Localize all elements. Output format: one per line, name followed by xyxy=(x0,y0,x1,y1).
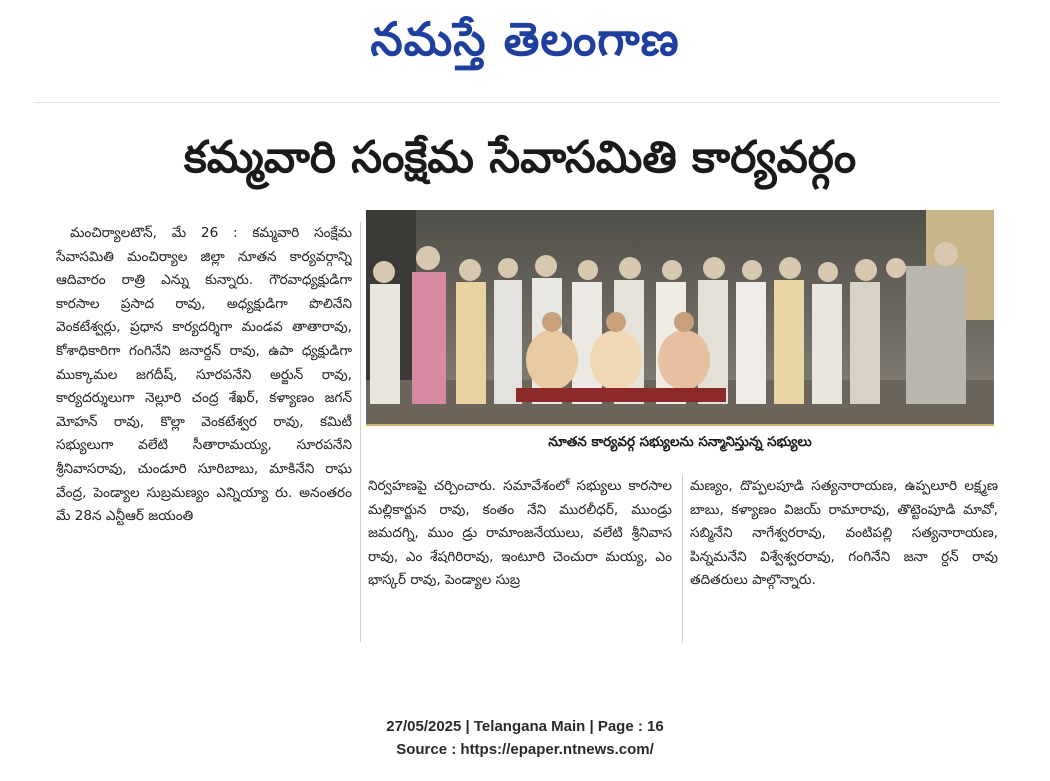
footer-source-line: Source : https://epaper.ntnews.com/ xyxy=(396,741,654,758)
article-column-2 xyxy=(368,475,672,645)
article-column-3 xyxy=(690,475,998,645)
article-column-1 xyxy=(56,222,352,642)
column-divider xyxy=(682,475,683,643)
photo-caption: నూతన కార్యవర్గ సభ్యులను సన్మానిస్తున్న సభ్యులు xyxy=(548,434,812,450)
group-photo xyxy=(366,210,994,424)
column-divider xyxy=(360,222,361,642)
article-text-column-2: నిర్వహణపై చర్చించారు. సమావేశంలో సభ్యులు కారసాల మల్లికార్జున రావు, కంతం నేని మురలీధర్, ముండ్రు జమదగ్ని, ముం డ్రు రామాంజనేయులు, వలేటి శ్రీనివాస రావు, ఎం శేషగిరిరావు, ఇంటూరి చెంచురా మయ్య, ఎం భాస్కర్ రావు, పెండ్యాల సుబ్ర xyxy=(368,478,672,589)
masthead-title: నమస్తే తెలంగాణ xyxy=(370,12,680,66)
masthead-divider xyxy=(34,102,1000,103)
caption-divider xyxy=(366,424,994,426)
article-headline: కమ్మవారి సంక్షేమ సేవాసమితి కార్యవర్గం xyxy=(183,132,857,183)
article-text-column-1: మంచిర్యాలటౌన్, మే 26 : కమ్మవారి సంక్షేమ సేవాసమితి మంచిర్యాల జిల్లా నూతన కార్యవర్గాన్ని ఆదివారం రాత్రి ఎన్ను కున్నారు. గౌరవాధ్యక్షుడిగా కారసాల ప్రసాద రావు, అధ్యక్షుడిగా పొలినేని వెంకటేశ్వర్లు, ప్రధాన కార్యదర్శిగా మండవ తాతారావు, కోశాధికారిగా గంగినేని జనార్దన్ రావు, ఉపా ధ్యక్షుడిగా ముక్కామల జగదీష్, సూరపనేని అర్జున్ రావు, కార్యదర్శులుగా నెల్లూరి చంద్ర శేఖర్, కళ్యాణం జగన్ మోహన్ రావు, కొల్లా వెంకటేశ్వర రావు, కమిటీ సభ్యులుగా వలేటి సీతారామయ్య, సూరపనేని శ్రీనివాసరావు, చుండూరి సూరిబాబు, మాకినేని రాఘ వేంద్ర, పెండ్యాల సుబ్రమణ్యం ఎన్నియ్యా రు. అనంతరం మే 28న ఎన్టీఆర్ జయంతి xyxy=(56,225,352,525)
article-text-column-3: మణ్యం, దొప్పలపూడి సత్యనారాయణ, ఉప్పలూరి లక్ష్మణ బాబు, కళ్యాణం విజయ్ రామారావు, తొట్టెంపూడి మావో, సబ్మినేని నాగేశ్వరరావు, వంటిపల్లి సత్యనారాయణ, పిన్నమనేని విశ్వేశ్వరరావు, గంగినేని జనా ర్దన్ రావు తదితరులు పాల్గొన్నారు. xyxy=(690,478,998,589)
group-photo-image xyxy=(366,210,994,424)
footer-edition-line: 27/05/2025 | Telangana Main | Page : 16 xyxy=(386,718,664,735)
